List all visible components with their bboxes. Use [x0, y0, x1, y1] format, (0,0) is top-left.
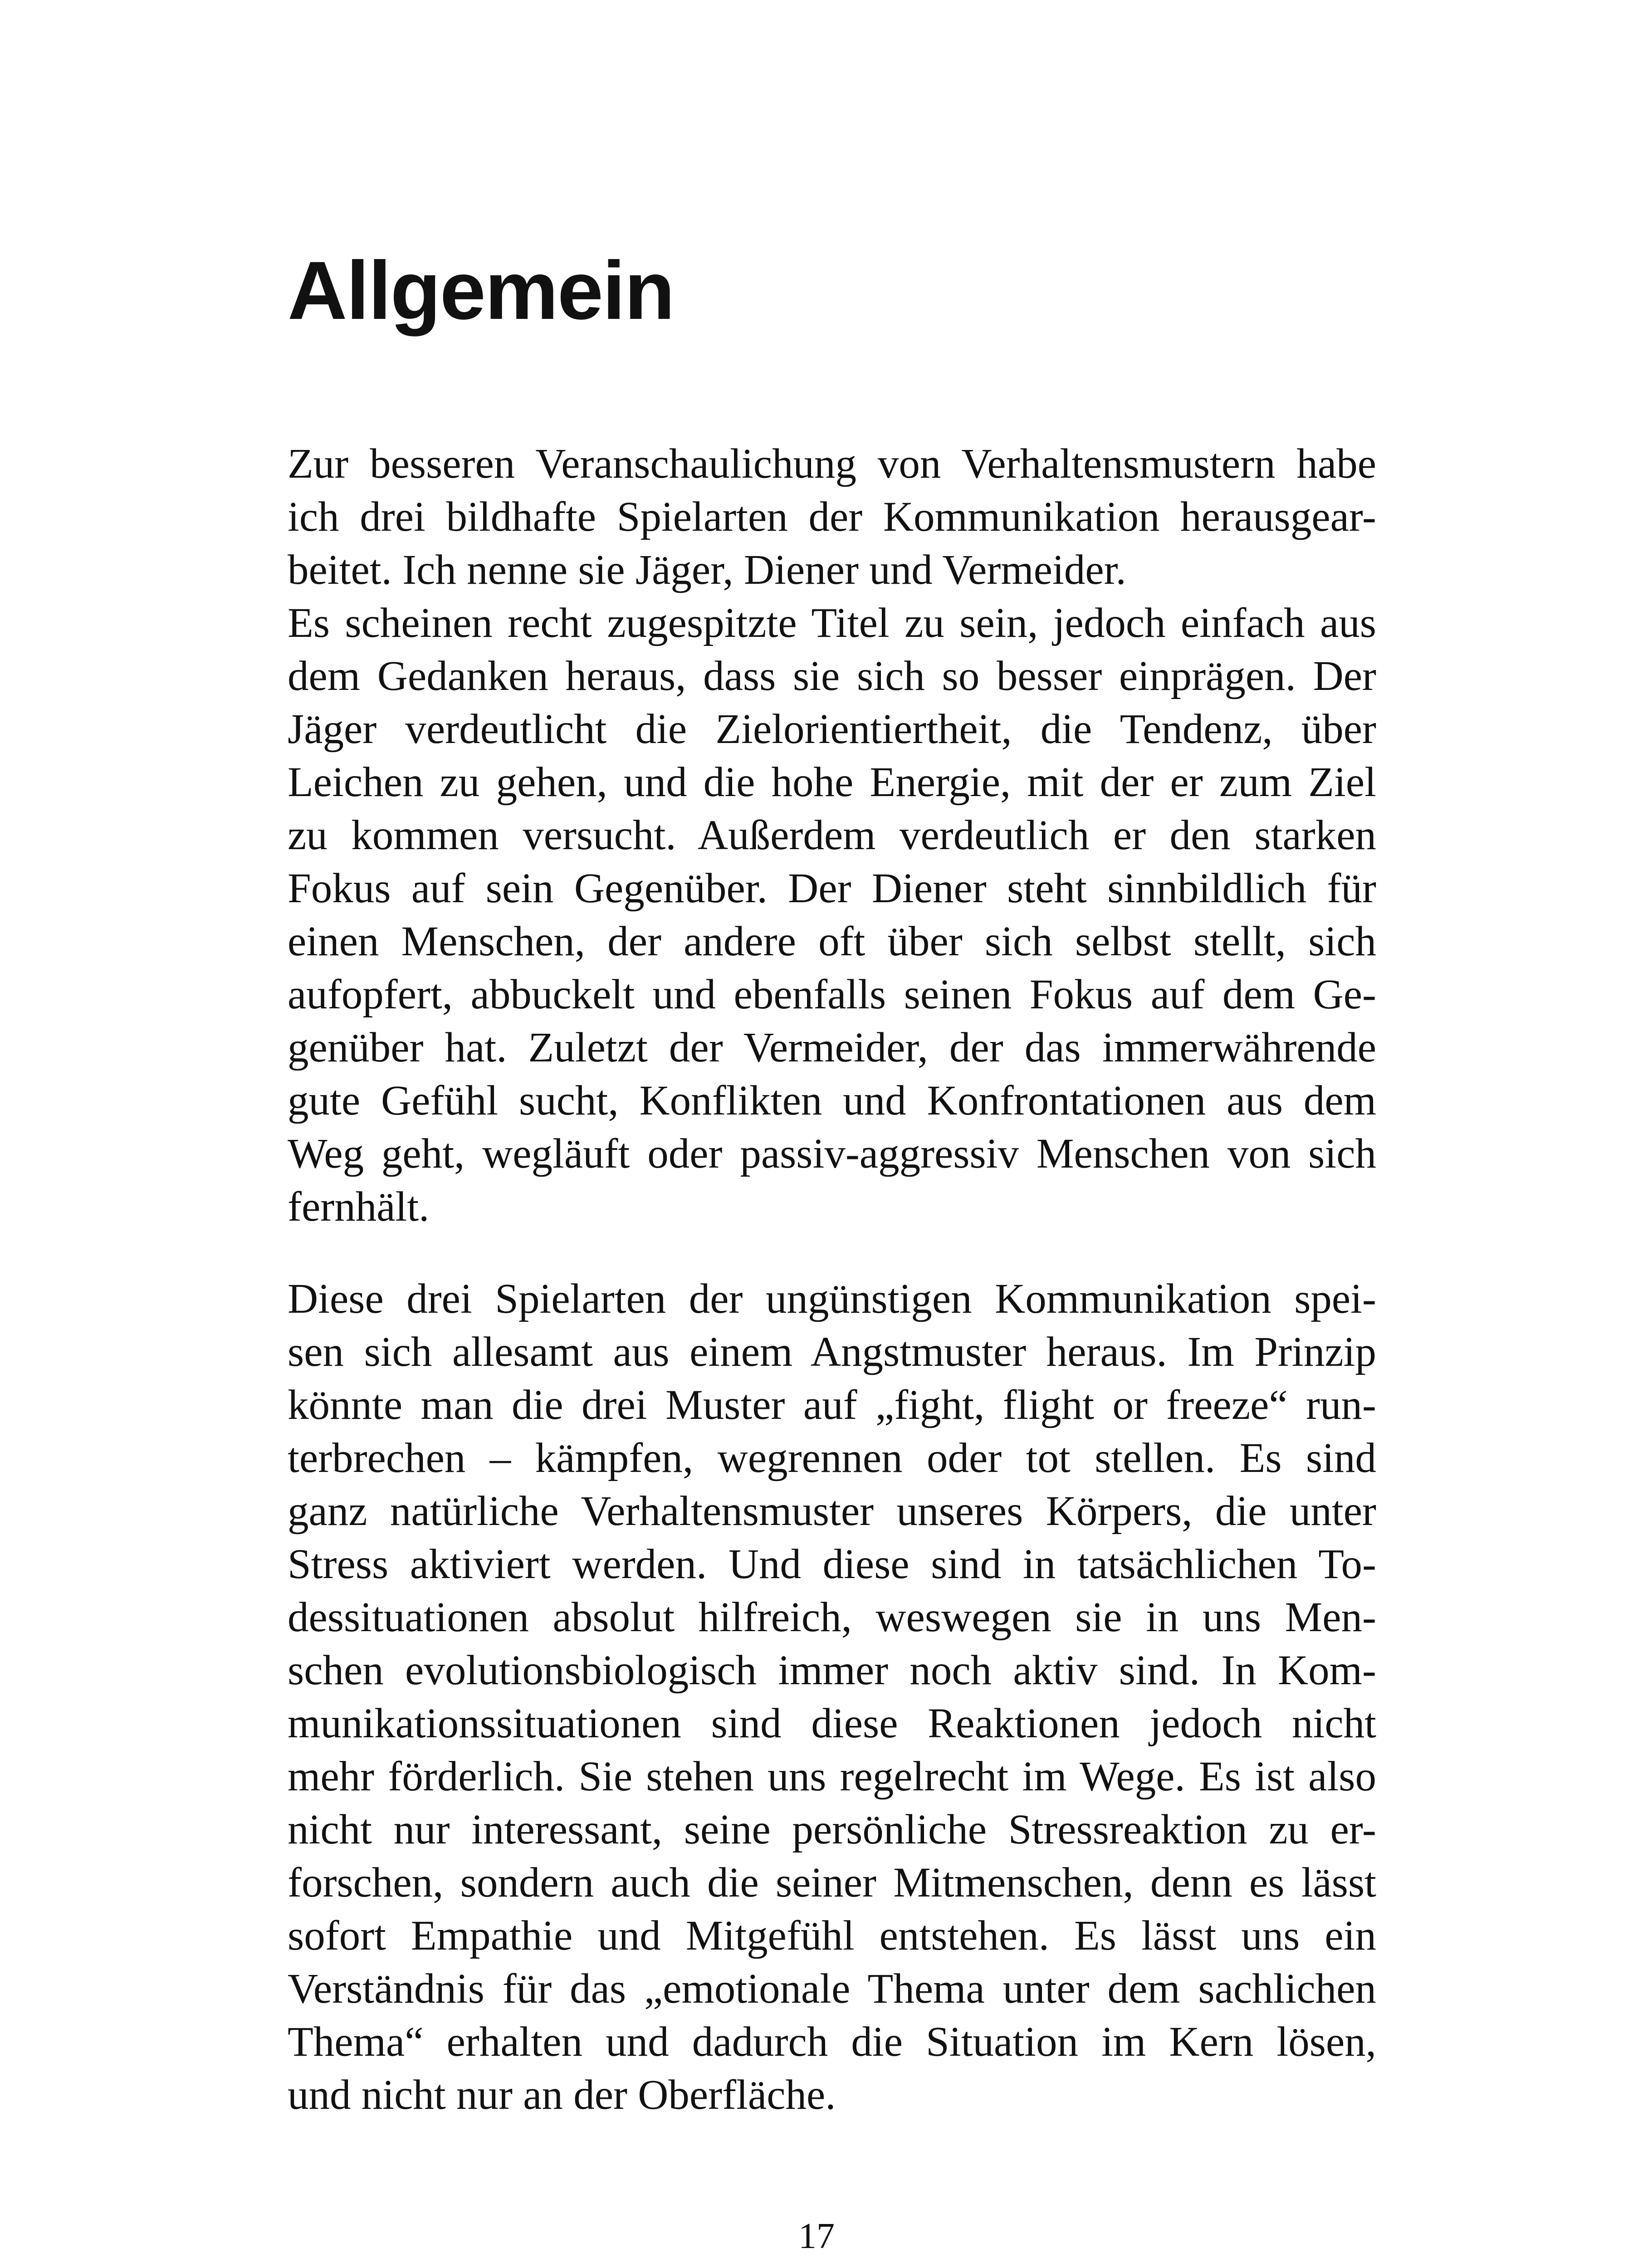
text-line: Leichen zu gehen, und die hohe Energie, mit der er zum Ziel — [288, 759, 1376, 806]
text-line: Jäger verdeutlicht die Zielorientiertheit, die Tendenz, über — [288, 706, 1376, 753]
text-line: nicht nur interessant, seine persönliche Stressreaktion zu er- — [288, 1806, 1376, 1853]
body-text-section-1 — [288, 437, 1376, 1233]
text-line: Thema“ erhalten und dadurch die Situation im Kern lösen, — [288, 2019, 1376, 2065]
text-line: einen Menschen, der andere oft über sich selbst stellt, sich — [288, 918, 1376, 965]
text-line: forschen, sondern auch die seiner Mitmenschen, denn es lässt — [288, 1859, 1376, 1906]
text-line: dem Gedanken heraus, dass sie sich so besser einprägen. Der — [288, 653, 1376, 699]
text-line: terbrechen – kämpfen, wegrennen oder tot stellen. Es sind — [288, 1435, 1376, 1481]
text-line: Verständnis für das „emotionale Thema unter dem sachlichen — [288, 1965, 1376, 2012]
text-line: ich drei bildhafte Spielarten der Kommunikation herausgear- — [288, 494, 1376, 540]
text-line: Diese drei Spielarten der ungünstigen Kommunikation spei- — [288, 1276, 1376, 1322]
text-line: mehr förderlich. Sie stehen uns regelrecht im Wege. Es ist also — [288, 1753, 1376, 1800]
text-line: Fokus auf sein Gegenüber. Der Diener steht sinnbildlich für — [288, 865, 1376, 912]
text-line: fernhält. — [288, 1183, 430, 1230]
text-line: Stress aktiviert werden. Und diese sind in tatsächlichen To- — [288, 1541, 1376, 1588]
text-line: sen sich allesamt aus einem Angstmuster heraus. Im Prinzip — [288, 1329, 1376, 1375]
page-number: 17 — [798, 2216, 835, 2256]
text-line: munikationssituationen sind diese Reaktionen jedoch nicht — [288, 1700, 1376, 1747]
text-line: gute Gefühl sucht, Konflikten und Konfrontationen aus dem — [288, 1077, 1376, 1124]
text-line: Es scheinen recht zugespitzte Titel zu sein, jedoch einfach aus — [288, 600, 1376, 646]
body-text-section-2 — [288, 1272, 1376, 2121]
text-line: beitet. Ich nenne sie Jäger, Diener und Vermeider. — [288, 547, 1126, 593]
text-line: und nicht nur an der Oberfläche. — [288, 2072, 836, 2118]
text-line: sofort Empathie und Mitgefühl entstehen. Es lässt uns ein — [288, 1912, 1376, 1959]
text-line: könnte man die drei Muster auf „fight, flight or freeze“ run- — [288, 1382, 1376, 1428]
text-line: Weg geht, wegläuft oder passiv-aggressiv Menschen von sich — [288, 1130, 1376, 1177]
text-line: Zur besseren Veranschaulichung von Verhaltensmustern habe — [288, 440, 1376, 487]
chapter-heading: Allgemein — [288, 244, 674, 337]
text-line: aufopfert, abbuckelt und ebenfalls seinen Fokus auf dem Ge- — [288, 971, 1376, 1018]
text-line: ganz natürliche Verhaltensmuster unseres Körpers, die unter — [288, 1488, 1376, 1535]
text-line: zu kommen versucht. Außerdem verdeutlich er den starken — [288, 812, 1376, 859]
text-line: genüber hat. Zuletzt der Vermeider, der das immerwährende — [288, 1024, 1376, 1071]
text-line: dessituationen absolut hilfreich, weswegen sie in uns Men- — [288, 1594, 1376, 1641]
text-line: schen evolutionsbiologisch immer noch aktiv sind. In Kom- — [288, 1647, 1376, 1694]
